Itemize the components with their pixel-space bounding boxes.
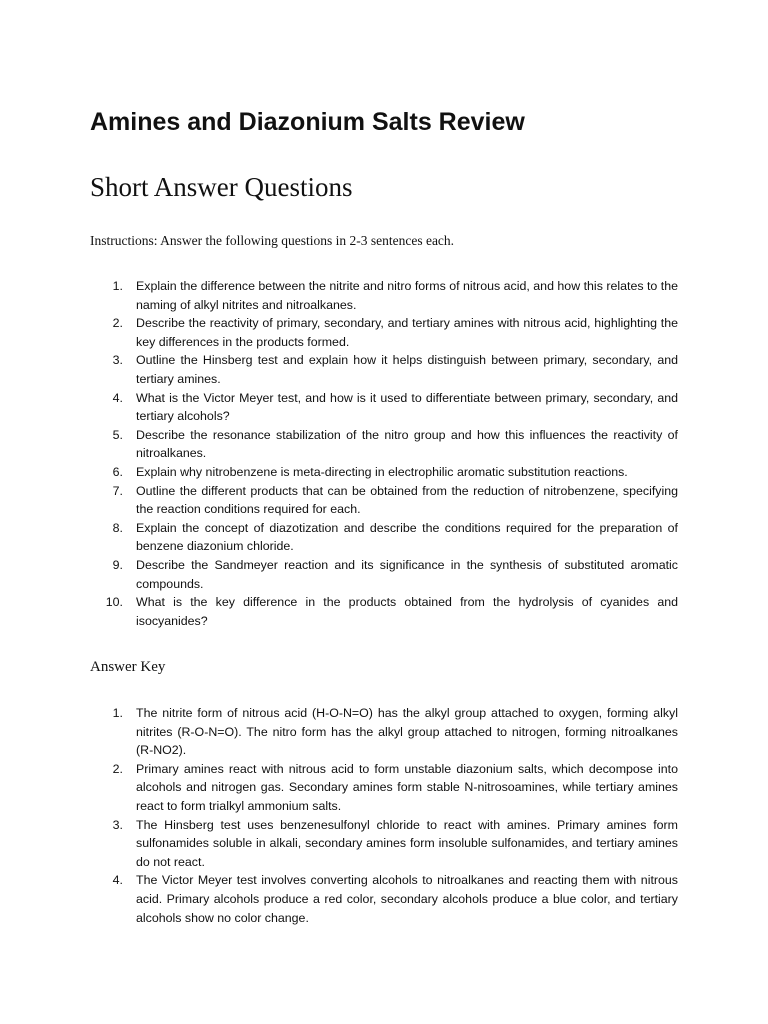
question-item (90, 519, 678, 556)
question-item (90, 389, 678, 426)
answer-number: 4. (112, 873, 123, 888)
question-item (90, 314, 678, 351)
answer-item (90, 871, 678, 927)
questions-list (90, 277, 678, 630)
document-title: Amines and Diazonium Salts Review (90, 108, 525, 136)
question-number: 9. (112, 557, 123, 572)
question-text: Outline the different products that can be obtained from the reduction of nitrobenzene, specifying the reaction conditions required for each. (136, 483, 678, 517)
question-number: 5. (112, 427, 123, 442)
question-number: 3. (112, 353, 123, 368)
answer-item (90, 760, 678, 816)
question-item (90, 556, 678, 593)
question-number: 7. (112, 483, 123, 498)
question-text: Describe the Sandmeyer reaction and its significance in the synthesis of substituted aromatic compounds. (136, 557, 678, 591)
question-item (90, 593, 678, 630)
answer-number: 3. (112, 817, 123, 832)
question-text: Describe the resonance stabilization of the nitro group and how this influences the reactivity of nitroalkanes. (136, 427, 678, 461)
instructions-text: Instructions: Answer the following questions in 2-3 sentences each. (90, 233, 455, 248)
answer-key-heading: Answer Key (90, 659, 166, 675)
question-number: 8. (112, 520, 123, 535)
answer-text: The Hinsberg test uses benzenesulfonyl chloride to react with amines. Primary amines form sulfonamides soluble in alkali, secondary amines form insoluble sulfonamides, and tertiary amines do not react. (136, 817, 678, 869)
question-item (90, 463, 678, 482)
answer-item (90, 816, 678, 872)
question-item (90, 426, 678, 463)
question-text: Explain why nitrobenzene is meta-directing in electrophilic aromatic substitution reactions. (136, 464, 628, 479)
answer-text: The Victor Meyer test involves converting alcohols to nitroalkanes and reacting them with nitrous acid. Primary alcohols produce a red color, secondary alcohols produce a blue color, and tertiary alcohols show no color change. (136, 873, 678, 925)
answer-number: 2. (112, 761, 123, 776)
question-text: Explain the concept of diazotization and describe the conditions required for the preparation of benzene diazonium chloride. (136, 520, 678, 554)
question-item (90, 351, 678, 388)
question-number: 6. (112, 464, 123, 479)
question-text: Outline the Hinsberg test and explain how it helps distinguish between primary, secondary, and tertiary amines. (136, 353, 678, 386)
answer-text: Primary amines react with nitrous acid to form unstable diazonium salts, which decompose into alcohols and nitrogen gas. Secondary amines form stable N-nitrosoamines, while tertiary amines react to form trialkyl ammonium salts. (136, 761, 678, 813)
question-text: Describe the reactivity of primary, secondary, and tertiary amines with nitrous acid, highlighting the key differences in the products formed. (136, 316, 678, 349)
question-number: 10. (105, 595, 123, 610)
answer-text: The nitrite form of nitrous acid (H-O-N=O) has the alkyl group attached to oxygen, forming alkyl nitrites (R-O-N=O). The nitro form has the alkyl group attached to nitrogen, forming nitroalkanes (R-NO2). (136, 706, 678, 758)
question-text: What is the Victor Meyer test, and how is it used to differentiate between primary, secondary, and tertiary alcohols? (136, 390, 678, 424)
question-text: Explain the difference between the nitrite and nitro forms of nitrous acid, and how this relates to the naming of alkyl nitrites and nitroalkanes. (136, 279, 678, 312)
question-text: What is the key difference in the products obtained from the hydrolysis of cyanides and isocyanides? (136, 595, 678, 628)
question-item (90, 482, 678, 519)
answer-number: 1. (112, 706, 123, 720)
question-number: 1. (112, 279, 123, 293)
question-number: 2. (112, 316, 123, 331)
answers-list (90, 704, 678, 927)
answer-item (90, 704, 678, 760)
question-number: 4. (112, 390, 123, 405)
section-heading: Short Answer Questions (90, 172, 353, 202)
question-item (90, 277, 678, 314)
